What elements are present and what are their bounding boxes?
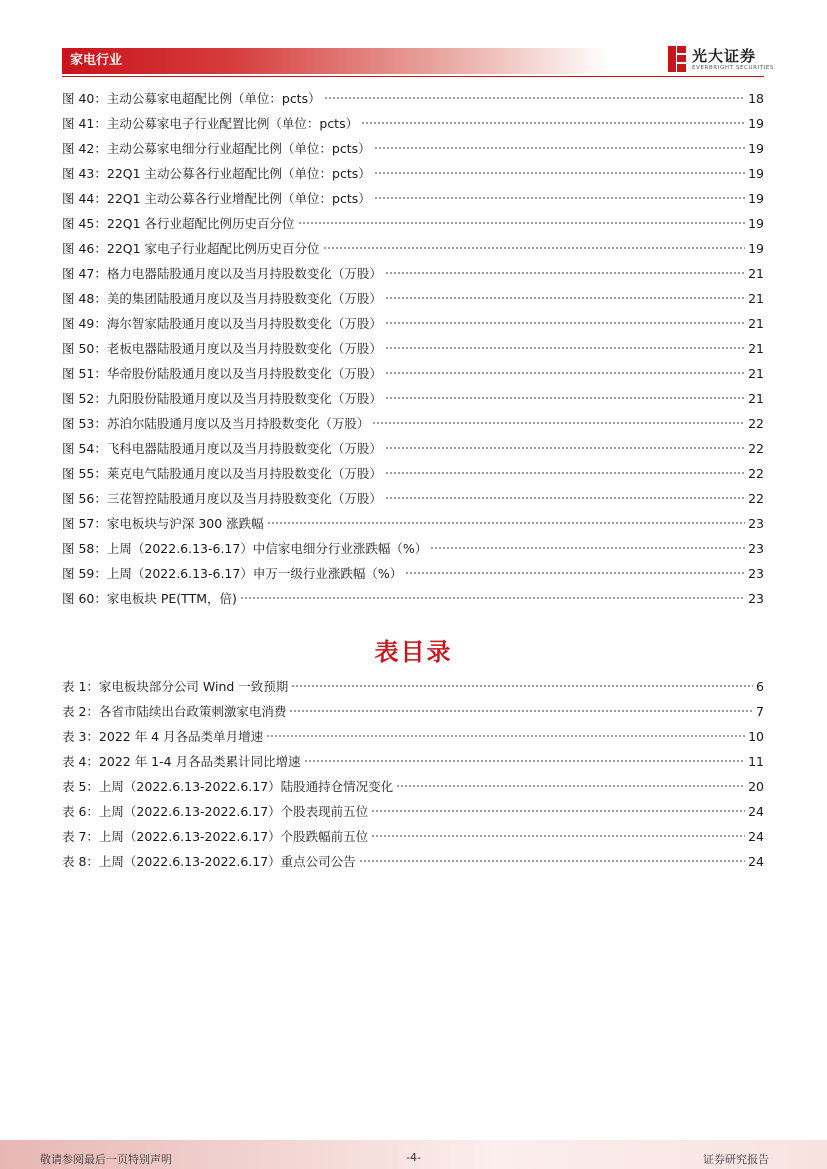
- leader-dots: [240, 590, 745, 600]
- figure-list: [62, 86, 764, 611]
- figure-toc-entry-page: 21: [748, 291, 764, 306]
- table-toc-entry-page: 6: [756, 679, 764, 694]
- figure-toc-entry[interactable]: [62, 586, 764, 611]
- figure-toc-entry[interactable]: [62, 161, 764, 186]
- leader-dots: [267, 515, 745, 525]
- table-toc-entry-page: 11: [748, 754, 764, 769]
- leader-dots: [371, 803, 745, 813]
- table-toc-entry[interactable]: [62, 749, 764, 774]
- figure-toc-entry[interactable]: [62, 111, 764, 136]
- company-logo: [666, 44, 776, 74]
- figure-toc-entry-page: 21: [748, 266, 764, 281]
- figure-toc-entry-label: 图 59：上周（2022.6.13-6.17）申万一级行业涨跌幅（%）: [62, 566, 403, 581]
- figure-toc-entry[interactable]: [62, 186, 764, 211]
- logo-name-cn: 光大证券: [692, 47, 757, 65]
- figure-toc-entry-label: 图 47：格力电器陆股通月度以及当月持股数变化（万股）: [62, 266, 382, 281]
- leader-dots: [385, 465, 745, 475]
- logo-name-en: EVERBRIGHT SECURITIES: [692, 65, 775, 71]
- leader-dots: [371, 828, 745, 838]
- figure-toc-entry-page: 21: [748, 391, 764, 406]
- table-toc-entry[interactable]: [62, 799, 764, 824]
- leader-dots: [361, 115, 745, 125]
- leader-dots: [385, 440, 745, 450]
- figure-toc-entry-page: 23: [748, 516, 764, 531]
- leader-dots: [385, 265, 745, 275]
- figure-toc-entry[interactable]: [62, 361, 764, 386]
- leader-dots: [385, 365, 745, 375]
- leader-dots: [266, 728, 745, 738]
- table-toc-entry[interactable]: [62, 824, 764, 849]
- figure-toc-entry-label: 图 45：22Q1 各行业超配比例历史百分位: [62, 216, 295, 231]
- table-toc-entry[interactable]: [62, 724, 764, 749]
- figure-toc-entry-label: 图 46：22Q1 家电子行业超配比例历史百分位: [62, 241, 320, 256]
- leader-dots: [324, 90, 745, 100]
- header-rule: [62, 76, 764, 77]
- figure-toc-entry-label: 图 53：苏泊尔陆股通月度以及当月持股数变化（万股）: [62, 416, 370, 431]
- figure-toc-entry-label: 图 43：22Q1 主动公募各行业超配比例（单位：pcts）: [62, 166, 371, 181]
- leader-dots: [374, 165, 745, 175]
- leader-dots: [289, 703, 753, 713]
- leader-dots: [372, 415, 745, 425]
- leader-dots: [374, 190, 745, 200]
- figure-toc-entry-page: 22: [748, 491, 764, 506]
- figure-toc-entry[interactable]: [62, 411, 764, 436]
- logo-mark-icon: [666, 44, 688, 74]
- figure-toc-entry[interactable]: [62, 286, 764, 311]
- table-toc-entry[interactable]: [62, 849, 764, 874]
- table-toc-entry-page: 24: [748, 829, 764, 844]
- figure-toc-entry-page: 19: [748, 166, 764, 181]
- table-toc-entry[interactable]: [62, 774, 764, 799]
- table-toc-entry-label: 表 3：2022 年 4 月各品类单月增速: [62, 729, 264, 744]
- leader-dots: [304, 753, 746, 763]
- figure-toc-entry-page: 18: [748, 91, 764, 106]
- table-toc-entry-page: 24: [748, 854, 764, 869]
- table-toc-entry-label: 表 5：上周（2022.6.13-2022.6.17）陆股通持仓情况变化: [62, 779, 394, 794]
- figure-toc-entry-page: 21: [748, 316, 764, 331]
- leader-dots: [385, 490, 745, 500]
- table-toc-entry[interactable]: [62, 674, 764, 699]
- figure-toc-entry[interactable]: [62, 386, 764, 411]
- figure-toc-entry-label: 图 55：莱克电气陆股通月度以及当月持股数变化（万股）: [62, 466, 382, 481]
- figure-toc-entry-label: 图 56：三花智控陆股通月度以及当月持股数变化（万股）: [62, 491, 382, 506]
- figure-toc-entry-label: 图 51：华帝股份陆股通月度以及当月持股数变化（万股）: [62, 366, 382, 381]
- leader-dots: [374, 140, 745, 150]
- table-toc-entry-label: 表 7：上周（2022.6.13-2022.6.17）个股跌幅前五位: [62, 829, 369, 844]
- leader-dots: [396, 778, 745, 788]
- figure-toc-entry-page: 23: [748, 566, 764, 581]
- figure-toc-entry[interactable]: [62, 561, 764, 586]
- figure-toc-entry[interactable]: [62, 211, 764, 236]
- table-toc-entry-label: 表 2：各省市陆续出台政策刺激家电消费: [62, 704, 287, 719]
- leader-dots: [298, 215, 746, 225]
- figure-toc-entry-page: 23: [748, 541, 764, 556]
- figure-toc-entry-label: 图 50：老板电器陆股通月度以及当月持股数变化（万股）: [62, 341, 382, 356]
- footer-disclaimer: 敬请参阅最后一页特别声明: [40, 1153, 172, 1166]
- table-toc-entry-page: 24: [748, 804, 764, 819]
- figure-toc-entry-label: 图 57：家电板块与沪深 300 涨跌幅: [62, 516, 264, 531]
- figure-toc-entry-label: 图 58：上周（2022.6.13-6.17）中信家电细分行业涨跌幅（%）: [62, 541, 428, 556]
- table-list-heading: 表目录: [374, 638, 453, 666]
- figure-toc-entry-label: 图 54：飞科电器陆股通月度以及当月持股数变化（万股）: [62, 441, 382, 456]
- figure-toc-entry-page: 19: [748, 116, 764, 131]
- figure-toc-entry-page: 19: [748, 216, 764, 231]
- figure-toc-entry[interactable]: [62, 86, 764, 111]
- figure-toc-entry-page: 21: [748, 341, 764, 356]
- figure-toc-entry-page: 22: [748, 466, 764, 481]
- leader-dots: [385, 340, 745, 350]
- figure-toc-entry-label: 图 41：主动公募家电子行业配置比例（单位：pcts）: [62, 116, 359, 131]
- leader-dots: [385, 290, 745, 300]
- figure-toc-entry[interactable]: [62, 336, 764, 361]
- table-toc-entry-label: 表 4：2022 年 1-4 月各品类累计同比增速: [62, 754, 301, 769]
- leader-dots: [430, 540, 745, 550]
- figure-toc-entry[interactable]: [62, 511, 764, 536]
- figure-toc-entry-label: 图 40：主动公募家电超配比例（单位：pcts）: [62, 91, 321, 106]
- table-toc-entry[interactable]: [62, 699, 764, 724]
- footer-page-number: -4-: [406, 1151, 421, 1164]
- leader-dots: [385, 390, 745, 400]
- figure-toc-entry-label: 图 44：22Q1 主动公募各行业增配比例（单位：pcts）: [62, 191, 371, 206]
- section-label: 家电行业: [70, 53, 123, 68]
- table-toc-entry-page: 10: [748, 729, 764, 744]
- figure-toc-entry-label: 图 60：家电板块 PE(TTM，倍): [62, 591, 237, 606]
- table-toc-entry-page: 7: [756, 704, 764, 719]
- leader-dots: [405, 565, 745, 575]
- figure-toc-entry-page: 22: [748, 416, 764, 431]
- figure-toc-entry-label: 图 42：主动公募家电细分行业超配比例（单位：pcts）: [62, 141, 371, 156]
- leader-dots: [323, 240, 746, 250]
- figure-toc-entry-label: 图 48：美的集团陆股通月度以及当月持股数变化（万股）: [62, 291, 382, 306]
- figure-toc-entry-page: 23: [748, 591, 764, 606]
- header-band: [62, 48, 610, 74]
- figure-toc-entry[interactable]: [62, 536, 764, 561]
- leader-dots: [359, 853, 745, 863]
- figure-toc-entry-page: 22: [748, 441, 764, 456]
- figure-toc-entry[interactable]: [62, 136, 764, 161]
- leader-dots: [291, 678, 753, 688]
- figure-toc-entry[interactable]: [62, 261, 764, 286]
- table-toc-entry-page: 20: [748, 779, 764, 794]
- table-toc-entry-label: 表 1：家电板块部分公司 Wind 一致预期: [62, 679, 289, 694]
- figure-toc-entry[interactable]: [62, 461, 764, 486]
- figure-toc-entry[interactable]: [62, 436, 764, 461]
- figure-toc-entry-page: 19: [748, 241, 764, 256]
- table-toc-entry-label: 表 6：上周（2022.6.13-2022.6.17）个股表现前五位: [62, 804, 369, 819]
- figure-toc-entry-label: 图 52：九阳股份陆股通月度以及当月持股数变化（万股）: [62, 391, 382, 406]
- table-toc-entry-label: 表 8：上周（2022.6.13-2022.6.17）重点公司公告: [62, 854, 356, 869]
- footer-report-type: 证券研究报告: [703, 1153, 769, 1166]
- figure-toc-entry-page: 19: [748, 141, 764, 156]
- figure-toc-entry[interactable]: [62, 486, 764, 511]
- figure-toc-entry-label: 图 49：海尔智家陆股通月度以及当月持股数变化（万股）: [62, 316, 382, 331]
- figure-toc-entry-page: 21: [748, 366, 764, 381]
- figure-toc-entry[interactable]: [62, 311, 764, 336]
- figure-toc-entry[interactable]: [62, 236, 764, 261]
- figure-toc-entry-page: 19: [748, 191, 764, 206]
- table-list: [62, 674, 764, 874]
- leader-dots: [385, 315, 745, 325]
